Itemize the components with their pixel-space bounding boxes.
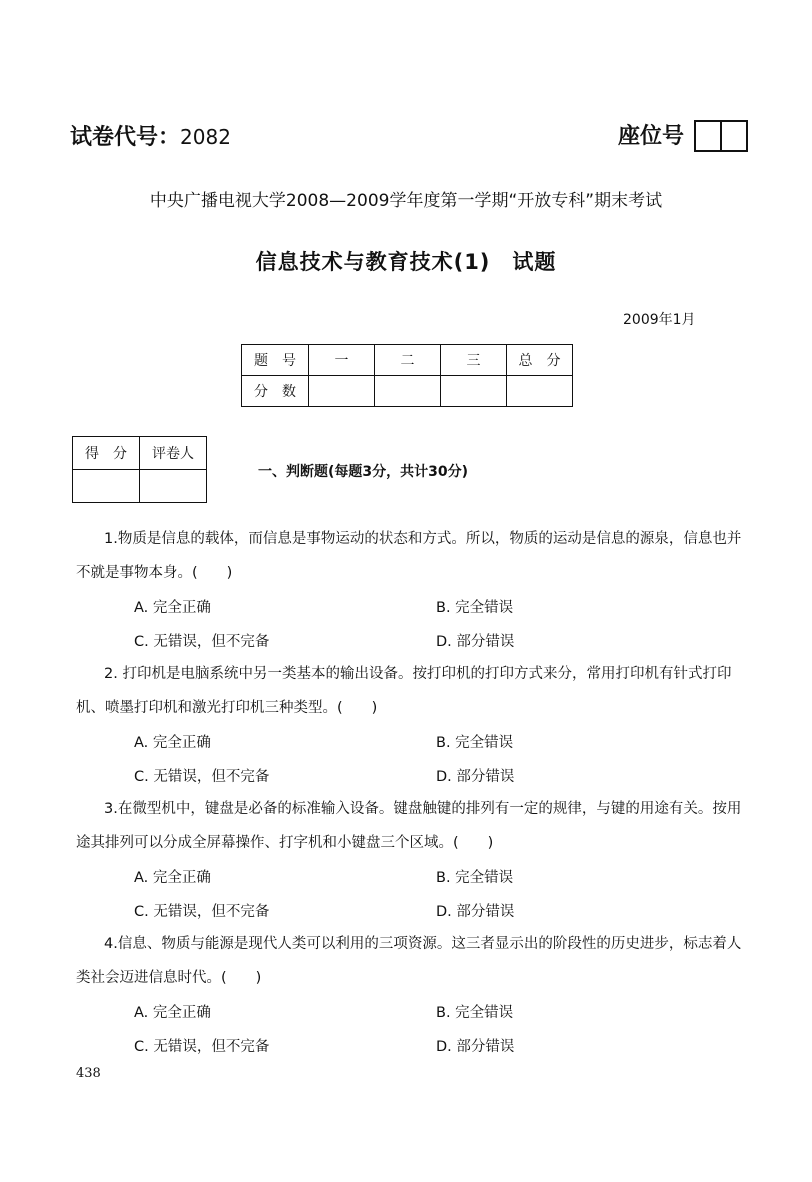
option-a: A. 完全正确 [134, 600, 211, 616]
page-number: 438 [76, 1066, 101, 1081]
section-title: 一、判断题(每题3分，共计30分) [258, 464, 469, 480]
exam-date: 2009年1月 [623, 312, 696, 328]
exam-code [70, 120, 231, 151]
score-header-cell: 三 [441, 345, 507, 376]
grader-value-row [73, 470, 207, 503]
grader-header-row [73, 437, 207, 470]
grader-cell [140, 470, 207, 503]
subject-title: 信息技术与教育技术(1) 试题 [255, 250, 557, 274]
exam-code-value: 2082 [180, 125, 231, 149]
score-header-cell: 二 [375, 345, 441, 376]
seat-box [722, 120, 748, 152]
score-cell [441, 376, 507, 407]
option-c: C. 无错误，但不完备 [134, 634, 270, 650]
grader-cell [73, 470, 140, 503]
grader-table [72, 436, 207, 503]
seat-box [694, 120, 722, 152]
seat-number-boxes [694, 120, 748, 152]
question-text: 4.信息、物质与能源是现代人类可以利用的三项资源。这三者显示出的阶段性的历史进步，标志着人类社会迈进信息时代。( ) [76, 936, 742, 986]
score-header-cell: 一 [309, 345, 375, 376]
option-d: D. 部分错误 [436, 904, 515, 920]
exam-code-label: 试卷代号： [70, 125, 181, 150]
option-d: D. 部分错误 [436, 634, 515, 650]
score-cell [309, 376, 375, 407]
grader-header-cell: 得 分 [73, 437, 140, 470]
question-text: 2. 打印机是电脑系统中另一类基本的输出设备。按打印机的打印方式来分，常用打印机有针式打印机、喷墨打印机和激光打印机三种类型。( ) [76, 666, 732, 716]
seat-number-label: 座位号 [618, 124, 685, 149]
score-cell [375, 376, 441, 407]
option-d: D. 部分错误 [436, 769, 515, 785]
score-header-cell: 总 分 [507, 345, 573, 376]
grader-header-cell: 评卷人 [140, 437, 207, 470]
option-b: B. 完全错误 [436, 735, 514, 751]
option-d: D. 部分错误 [436, 1039, 515, 1055]
option-c: C. 无错误，但不完备 [134, 769, 270, 785]
score-table [241, 344, 573, 407]
score-header-cell: 题 号 [242, 345, 309, 376]
option-a: A. 完全正确 [134, 735, 211, 751]
score-cell [507, 376, 573, 407]
question-text: 3.在微型机中，键盘是必备的标准输入设备。键盘触键的排列有一定的规律，与键的用途有关。按用途其排列可以分成全屏幕操作、打字机和小键盘三个区域。( ) [76, 801, 742, 851]
option-c: C. 无错误，但不完备 [134, 1039, 270, 1055]
exam-title: 中央广播电视大学2008—2009学年度第一学期“开放专科”期末考试 [149, 191, 663, 211]
option-b: B. 完全错误 [436, 870, 514, 886]
option-a: A. 完全正确 [134, 870, 211, 886]
score-table-header-row [242, 345, 573, 376]
question-text: 1.物质是信息的载体，而信息是事物运动的状态和方式。所以，物质的运动是信息的源泉，信息也并不就是事物本身。( ) [76, 531, 742, 581]
score-table-value-row [242, 376, 573, 407]
score-row-label: 分 数 [242, 376, 309, 407]
option-b: B. 完全错误 [436, 1005, 514, 1021]
option-b: B. 完全错误 [436, 600, 514, 616]
option-c: C. 无错误，但不完备 [134, 904, 270, 920]
option-a: A. 完全正确 [134, 1005, 211, 1021]
